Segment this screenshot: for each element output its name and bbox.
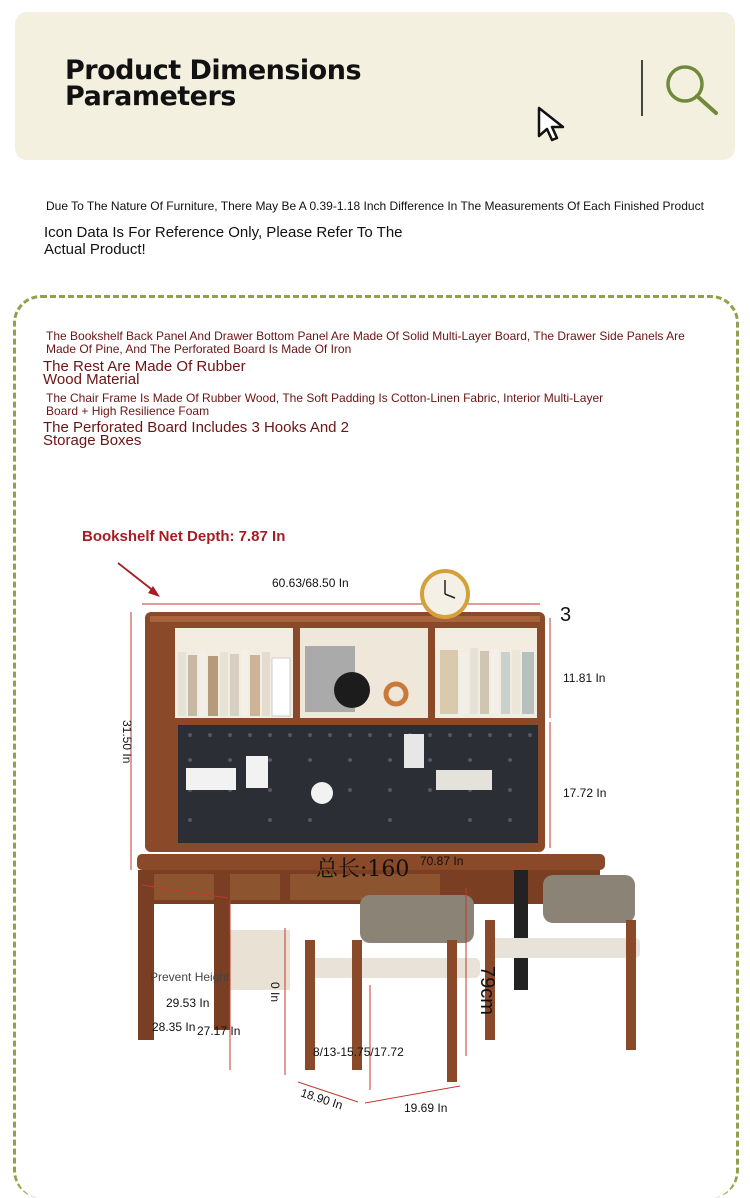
- dim-gap-short: 0 In: [268, 982, 282, 1003]
- dim-desk-height: 79cm: [476, 966, 498, 1015]
- bookshelf-depth-label: Bookshelf Net Depth: 7.87 In: [82, 528, 286, 545]
- material-board: The Perforated Board Includes 3 Hooks And 2 Storage Boxes: [43, 419, 350, 449]
- material-chair: The Chair Frame Is Made Of Rubber Wood, The Soft Padding Is Cotton-Linen Fabric, Interior Multi-Layer Board + High Resilience Foam: [46, 391, 604, 418]
- material-panel: The Bookshelf Back Panel And Drawer Bottom Panel Are Made Of Solid Multi-Layer Board, The Drawer Side Panels Are Made Of Pine, And The Perforated Board Is Made Of Iron: [46, 329, 685, 356]
- dim-left-a: 28.35 In: [152, 1020, 196, 1034]
- page-title: Product Dimensions Parameters: [65, 55, 362, 112]
- dim-left-b: 27.17 In: [197, 1024, 241, 1038]
- dim-chair-heights: 8/13-15.75/17.72: [313, 1045, 404, 1059]
- dim-hutch-height: 31.50 In: [120, 720, 134, 764]
- dim-desk-depth: 70.87 In: [420, 854, 464, 868]
- reference-note: Icon Data Is For Reference Only, Please Refer To The Actual Product!: [44, 224, 403, 258]
- dim-chair-depth: 18.90 In: [298, 1085, 345, 1113]
- dim-upper-shelf: 11.81 In: [563, 671, 606, 685]
- dim-pegboard: 17.72 In: [563, 786, 607, 800]
- dim-corner-number: 3: [560, 604, 572, 626]
- dim-chair-width: 19.69 In: [404, 1101, 448, 1115]
- difference-note: Due To The Nature Of Furniture, There May Be A 0.39-1.18 Inch Difference In The Measurements Of Each Finished Product: [46, 199, 704, 213]
- prevent-height-label: Prevent Height: [150, 970, 230, 984]
- dim-top-width: 60.63/68.50 In: [272, 576, 349, 590]
- total-length-label: 总长:160: [316, 857, 410, 882]
- material-rest: The Rest Are Made Of Rubber Wood Material: [43, 358, 246, 388]
- dim-leg-depth: 29.53 In: [166, 996, 210, 1010]
